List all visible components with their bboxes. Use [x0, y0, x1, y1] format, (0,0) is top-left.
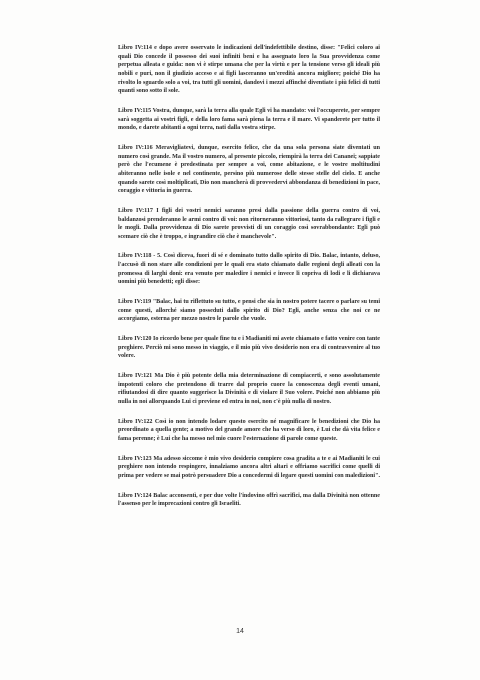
paragraph-iv-116	[118, 144, 380, 196]
verse-text: Così diceva, fuori di sé e dominato tutto dallo spirito di Dio. Balac, intanto, deluso, l'accusò di non stare alle condizioni per le quali era stato chiamato dalle regioni degli alleati con la promessa di larghi doni: era venuto per maledire i nemici e invece li copriva di lodi e li dichiarava uomini più benedetti; egli disse:	[118, 253, 380, 286]
verse-text: e dopo avere osservato le indicazioni dell'indefettibile destino, disse: "Felici coloro ai quali Dio concede il possesso dei suoi infiniti beni e ha assegnato loro la Sua provvidenza come perpetua alleata e guida: non vi è stirpe umana che per la virtù e per la tensione verso gli ideali più nobili e puri, non il giudizio acceso e ai figli lasceranno un'eredità ancora migliore; poiché Dio ha rivolto lo sguardo solo a voi, tra tutti gli uomini, dandovi i mezzi affinché diventiate i più felici di tutti quanti sono sotto il sole.	[118, 45, 380, 95]
verse-text: Così io non intendo lodare questo esercito né magnificare le benedizioni che Dio ha preordinato a quella gente; a motivo del grande amore che ha verso di loro, è Lui che dà vita felice e fama perenne; è Lui che ha messo nel mio cuore l'esternazione di parole come queste.	[118, 418, 380, 442]
paragraph-iv-118	[118, 252, 380, 287]
verse-text: Ma Dio è più potente della mia determinazione di compiacerti, e sono assolutamente impotenti coloro che pretendono di trarre dal proprio cuore la conoscenza degli eventi umani, rifiutandosi di dire quanto suggerisce la Divinità e di violare il Suo volere. Poiché non abbiamo più nulla in noi allorquando Lui ci previene ed entra in noi, non c'è più nulla di nostro.	[118, 373, 380, 405]
paragraph-iv-121	[118, 372, 380, 407]
paragraph-iv-114	[118, 44, 380, 96]
paragraph-iv-120	[118, 335, 380, 361]
verse-reference: Libro IV:117	[118, 207, 153, 214]
verse-text: Balac acconsentì, e per due volte l'indovino offrì sacrifici, ma dalla Divinità non ottenne l'assenso per le imprecazioni contro gli Israeliti.	[118, 492, 380, 508]
verse-reference: Libro IV:116	[118, 144, 153, 151]
paragraph-iv-123	[118, 455, 380, 481]
paragraph-iv-122	[118, 418, 380, 444]
verse-reference: Libro IV:120	[118, 336, 152, 343]
verse-text: I figli dei vostri nemici saranno presi dalla passione della guerra contro di voi, baldanzosi prenderanno le armi contro di voi: non ritorneranno vittoriosi, tanto da rallegrare i figli e le mogli. Dalla provvidenza di Dio sarete provvisti di un coraggio così sovrabbondante: Egli può scemare ciò che è troppo, e ingrandire ciò che è manchevole".	[118, 207, 380, 240]
page-number: 14	[236, 628, 244, 635]
paragraph-iv-117	[118, 207, 380, 242]
verse-text: "Balac, hai tu riflettuto su tutto, e pensi che sia in nostro potere tacere o parlare su temi come questi, allorché siamo posseduti dallo spirito di Dio? Egli, anche senza che noi ce ne accorgiamo, esterna per mezzo nostro le parole che vuole.	[118, 299, 380, 323]
verse-text: Vostra, dunque, sarà la terra alla quale Egli vi ha mandato: voi l'occuperete, per sempre sarà soggetta ai vostri figli, e della loro fama sarà piena la terra e il mare. Vi spanderete per tutto il mondo, e darete abitanti a ogni terra, nati dalla vostra stirpe.	[118, 107, 380, 132]
verse-reference: Libro IV:122	[118, 418, 153, 425]
verse-reference: Libro IV:114	[118, 45, 152, 51]
verse-reference: Libro IV:123	[118, 455, 152, 462]
verse-reference: Libro IV:121	[118, 373, 153, 380]
verse-reference: Libro IV:115	[118, 107, 152, 114]
paragraph-iv-115	[118, 107, 380, 133]
paragraph-iv-119	[118, 298, 380, 324]
text-body	[118, 44, 380, 520]
paragraph-iv-124	[118, 492, 380, 509]
verse-reference: Libro IV:124	[118, 492, 152, 499]
verse-text: Ma adesso siccome è mio vivo desiderio compiere cosa gradita a te e ai Madianiti le cui preghiere non intendo respingere, innalziamo ancora altri altari e offriamo sacrifici come quelli di prima per vedere se mai potrò persuadere Dio a concedermi di legare questi uomini con maledizioni".	[118, 455, 380, 479]
verse-reference: Libro IV:119	[118, 299, 152, 306]
verse-text: Io ricordo bene per quale fine tu e i Madianiti mi avete chiamato e fatto venire con tante preghiere. Perciò mi sono messo in viaggio, e il mio più vivo desiderio non era di contravvenire al tuo volere.	[118, 336, 380, 360]
verse-text: Meravigliatevi, dunque, esercito felice, che da una sola persona siate diventati un numero così grande. Ma il vostro numero, al presente piccolo, riempirà la terra dei Cananei; sappiate però che l'ecumene è predestinata per sempre a voi, come abitazione, e le vostre moltitudini abiteranno nelle isole e nel continente, persino più numerose delle stesse stelle del cielo. E anche quando sarete così moltiplicati, Dio non mancherà di provvedervi abbondanza di benedizioni in pace, coraggio e vittoria in guerra.	[118, 144, 380, 195]
verse-reference: Libro IV:118 - 5.	[118, 253, 162, 260]
